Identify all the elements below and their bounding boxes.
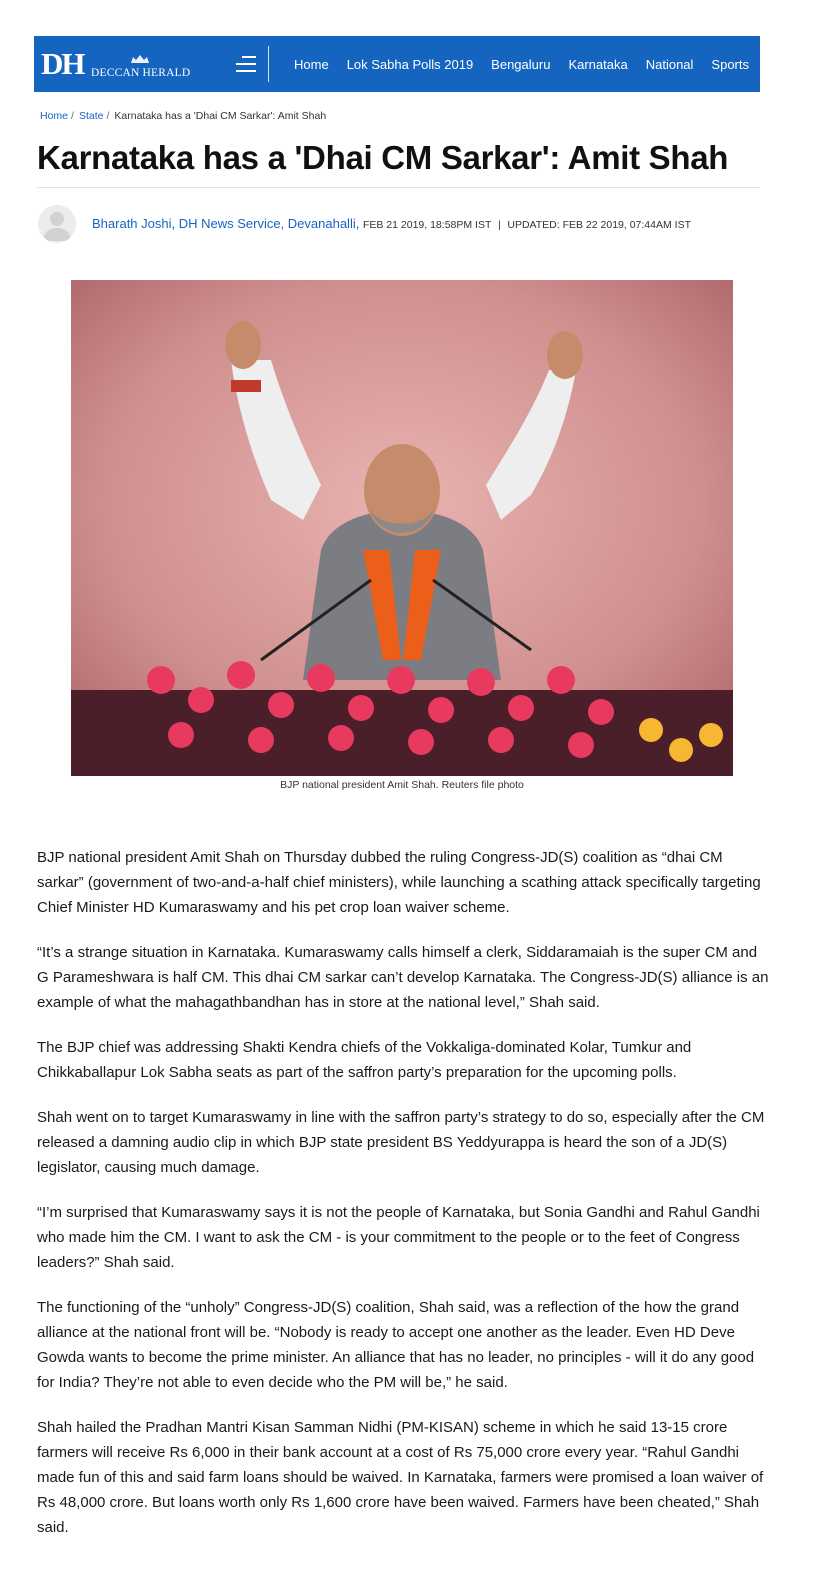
author-link[interactable]: Bharath Joshi, DH News Service, Devanahalli,: [92, 216, 360, 231]
nav-bengaluru[interactable]: Bengaluru: [491, 56, 551, 72]
user-placeholder-icon: [38, 205, 76, 243]
article-paragraph: BJP national president Amit Shah on Thursday dubbed the ruling Congress-JD(S) coalition as “dhai CM sarkar” (government of two-and-a-half chief ministers), while launching a scathing attack specifically targeting Chief Minister HD Kumaraswamy and his pet crop loan waiver scheme.: [37, 849, 761, 916]
article-paragraph: “I’m surprised that Kumaraswamy says it is not the people of Karnataka, but Sonia Gandhi and Rahul Gandhi who made him the CM. I want to ask the CM - is your commitment to the people or to the feet of Congress leaders?” Shah said.: [37, 1204, 760, 1271]
logo-crest-icon: [129, 54, 151, 64]
article-paragraph: Shah went on to target Kumaraswamy in line with the saffron party’s strategy to do so, especially after the CM released a damning audio clip in which BJP state president BS Yeddyurappa is heard the son of a JD(S) legislator, causing much damage.: [37, 1109, 765, 1176]
title-divider: [37, 187, 760, 188]
hamburger-menu-icon[interactable]: [232, 52, 258, 76]
article-photo: [71, 280, 733, 776]
article-byline: [92, 216, 691, 231]
header-divider: [268, 46, 269, 82]
article-title: Karnataka has a 'Dhai CM Sarkar': Amit Shah: [37, 139, 729, 176]
article-paragraph: The functioning of the “unholy” Congress-JD(S) coalition, Shah said, was a reflection of the how the grand alliance at the national front will be. “Nobody is ready to accept one another as the leader. Even HD Deve Gowda wants to become the prime minister. An alliance that has no leader, no principles - will it do any good for India? They’re not able to even decide who the PM will be,” he said.: [37, 1299, 755, 1391]
author-avatar: [38, 205, 76, 243]
photo-caption: BJP national president Amit Shah. Reuters file photo: [280, 779, 524, 791]
logo-text: DECCAN HERALD: [91, 67, 191, 79]
deccan-herald-logo[interactable]: [41, 46, 221, 82]
main-nav: [294, 36, 767, 92]
breadcrumb-current: Karnataka has a 'Dhai CM Sarkar': Amit Shah: [114, 110, 327, 122]
nav-home[interactable]: Home: [294, 56, 329, 72]
breadcrumb-home[interactable]: Home: [40, 110, 69, 122]
breadcrumb: Home / State / Karnataka has a 'Dhai CM Sarkar': Amit Shah: [40, 110, 327, 122]
article-paragraph: “It’s a strange situation in Karnataka. Kumaraswamy calls himself a clerk, Siddaramaiah is the super CM and G Parameshwara is half CM. This dhai CM sarkar can’t develop Karnataka. The Congress-JD(S) alliance is an example of what the mahagathbandhan has in store at the national level,” Shah said.: [37, 944, 769, 1011]
nav-lok-sabha-polls-2019[interactable]: Lok Sabha Polls 2019: [346, 56, 474, 72]
site-header: [34, 36, 760, 92]
meta-separator: |: [498, 219, 501, 231]
article-paragraph: The BJP chief was addressing Shakti Kendra chiefs of the Vokkaliga-dominated Kolar, Tumkur and Chikkaballapur Lok Sabha seats as part of the saffron party’s preparation for the upcoming polls.: [37, 1039, 692, 1081]
updated-date: UPDATED: FEB 22 2019, 07:44AM IST: [507, 219, 691, 231]
nav-sports[interactable]: Sports: [711, 56, 749, 72]
logo-mark: DH: [41, 46, 84, 81]
article-body: [37, 845, 772, 1560]
published-date: FEB 21 2019, 18:58PM IST: [362, 219, 492, 231]
nav-karnataka[interactable]: Karnataka: [568, 56, 628, 72]
nav-national[interactable]: National: [645, 56, 694, 72]
breadcrumb-state[interactable]: State: [78, 110, 104, 122]
article-paragraph: Shah hailed the Pradhan Mantri Kisan Samman Nidhi (PM-KISAN) scheme in which he said 13-15 crore farmers will receive Rs 6,000 in their bank account at a cost of Rs 75,000 crore every year. “Rahul Gandhi made fun of this and said farm loans should be waived. In Karnataka, farmers were promised a loan waiver of Rs 48,000 crore. But loans worth only Rs 1,600 crore have been waived. Farmers have been cheated,” Shah said.: [37, 1419, 764, 1536]
photo-illustration: [71, 280, 733, 776]
